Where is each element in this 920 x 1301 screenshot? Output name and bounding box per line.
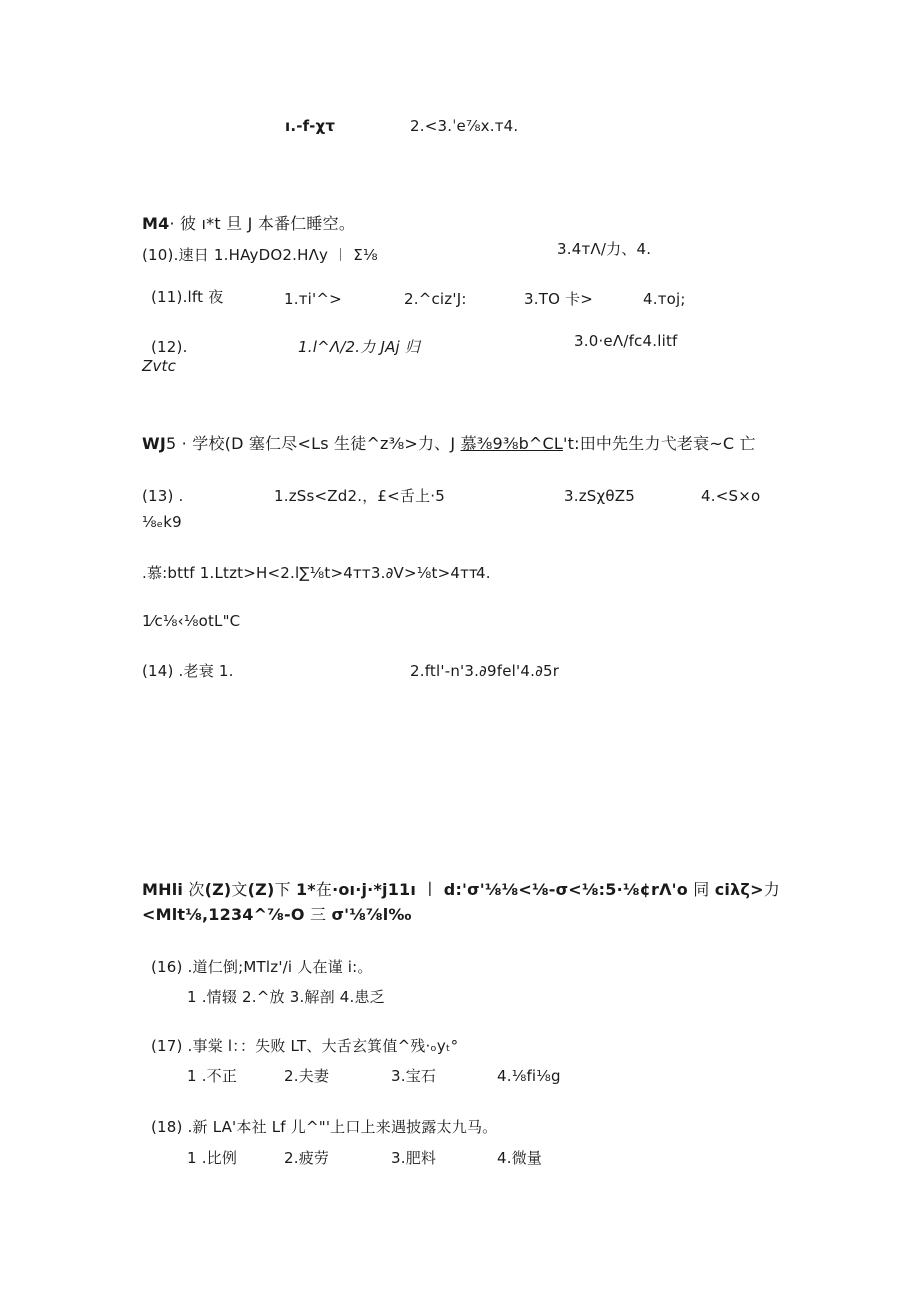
q13-options-1-2: 1.zSs<Zd2.，£<舌上·5 — [274, 487, 446, 505]
section5-heading-underlined: 慕⅜9⅜b^CL — [460, 434, 564, 453]
section6-line2-part-b: 三 — [304, 905, 332, 924]
q18-stem: (18) .新 LA'本社 Lf 儿^"'上口上来遇披露太九马。 — [151, 1118, 498, 1136]
q17-option-1: 1 .不正 — [187, 1067, 238, 1085]
q14-right: 2.ftl'-n'3.∂9fel'4.∂5r — [410, 662, 560, 680]
section5-heading-text: 5 · 学校(D 塞仁尽<Ls 生徒^z⅜>力、J — [166, 434, 461, 453]
section6-heading-part-d: (Z) — [247, 880, 275, 899]
section6-heading-part-j: ciλζ> — [714, 880, 764, 899]
q14-stem: (14) .老衰 1. — [142, 662, 234, 680]
q13-option-4: 4.<S×o — [701, 487, 761, 505]
section6-heading-part-b: (Z) — [204, 880, 232, 899]
top-right-text: 2.<3.ˈe⅞x.ᴛ4. — [410, 117, 519, 135]
q11-option-2: 2.^ciz'J: — [404, 290, 467, 308]
q13-stem: (13) . — [142, 487, 184, 505]
q13-option-3: 3.zSχθZ5 — [564, 487, 635, 505]
q11-option-1: 1.ᴛi'^> — [284, 290, 342, 308]
section6-heading-line1 — [142, 881, 780, 899]
section5-heading-number: WJ — [142, 434, 167, 453]
section6-heading-part-e: 下 — [274, 880, 296, 899]
section6-heading-part-f: 1* — [295, 880, 316, 899]
q12-right: 3.0·eΛ/fc4.litf — [574, 332, 678, 350]
section6-heading-part-c: 文 — [231, 880, 248, 899]
section5-heading — [142, 435, 756, 453]
q11-option-4: 4.ᴛoj; — [643, 290, 686, 308]
q13-continuation: ⅛ₑk9 — [142, 513, 182, 531]
section6-line2-part-a: <Mlt⅛,1234^⅞-O — [142, 905, 305, 924]
section5-line2-right: 4. — [476, 564, 491, 582]
q11-option-3: 3.TO 卡> — [524, 290, 594, 308]
section5-line2: .慕:bttf 1.Ltzt>H<2.l∑⅛t>4ᴛᴛ3.∂V>⅛t>4ᴛᴛ — [142, 564, 478, 582]
q17-option-2: 2.夫妻 — [284, 1067, 330, 1085]
q18-option-1: 1 .比例 — [187, 1149, 238, 1167]
q12-stem: (12). — [151, 338, 188, 356]
section5-line3: 1⁄c⅛‹⅛otL"C — [142, 612, 241, 630]
q18-option-4: 4.微量 — [497, 1149, 543, 1167]
q11-stem: (11).lft 夜 — [151, 288, 224, 306]
section5-heading-tail: 't:田中先生力弋老衰~C 亡 — [563, 434, 756, 453]
section6-line2-part-c: σ'⅛⅞l‰ — [331, 905, 412, 924]
section6-heading-number: MHli — [142, 880, 184, 899]
q17-stem: (17) .事棠 l：：失败 LT、大舌玄箕值^残·ₒyₜ° — [151, 1037, 459, 1055]
q12-middle: 1.l^Λ/2.力 JAj 归 — [298, 338, 421, 356]
q18-option-3: 3.肥料 — [391, 1149, 437, 1167]
section4-heading-text: · 彼 ı*t 旦 J 本番仁睡空。 — [169, 214, 356, 233]
q16-stem: (16) .道仁倒;MTlz'/i 人在谨 i:。 — [151, 958, 373, 976]
section6-heading-part-h: ·oı·j·*j11ı ︱ d:'σ'⅛⅛<⅛-σ<⅛:5·⅛¢rΛ'o — [332, 880, 688, 899]
section4-heading-number: M4 — [142, 214, 170, 233]
section6-heading-part-k: 力 — [763, 880, 780, 899]
q12-continuation: Zvtc — [142, 357, 177, 375]
section6-heading-part-g: 在 — [315, 880, 333, 899]
section4-heading — [142, 215, 355, 233]
q17-option-4: 4.⅛fi⅛g — [497, 1067, 561, 1085]
q10-stem: (10).速日 1.HAyDO2.HΛy ︱ Σ⅛ — [142, 246, 378, 264]
q18-option-2: 2.疲劳 — [284, 1149, 330, 1167]
q17-option-3: 3.宝石 — [391, 1067, 437, 1085]
section6-heading-line2 — [142, 906, 412, 924]
q10-right: 3.4ᴛΛ/力、4. — [557, 240, 652, 258]
section6-heading-part-a: 次 — [183, 880, 205, 899]
section6-heading-part-i: 同 — [687, 880, 715, 899]
q16-options: 1 .情辍 2.^放 3.解剖 4.患乏 — [187, 988, 385, 1006]
top-left-text: ı.-f-χτ — [285, 117, 336, 135]
